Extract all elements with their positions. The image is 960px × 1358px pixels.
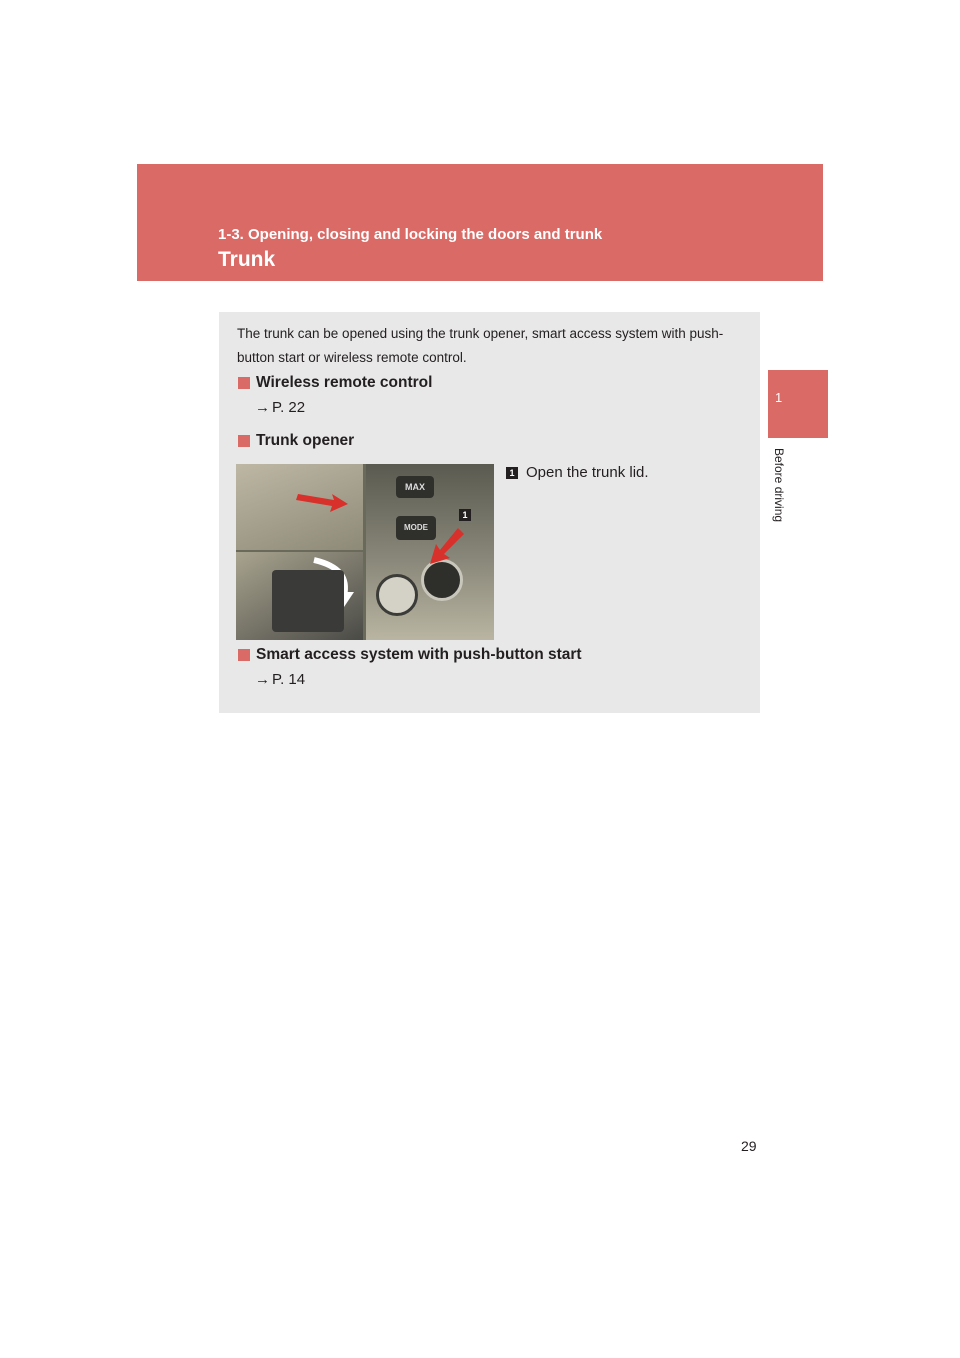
red-arrow-down-icon [426,526,466,566]
heading-smart-access [238,646,582,664]
trunk-opener-illustration [236,464,494,640]
reference-wireless-remote-page: P. 22 [272,399,306,416]
chapter-tab [768,370,828,438]
content-box [219,312,760,713]
step-1-text: Open the trunk lid. [526,464,649,481]
header-band [137,164,823,281]
step-1 [506,464,649,481]
arrow-right-icon: → [255,671,270,688]
reference-wireless-remote[interactable] [255,399,305,416]
chapter-label: Before driving [772,448,786,523]
console-photo [366,464,494,640]
heading-wireless-remote-label: Wireless remote control [256,374,433,391]
dashboard-photo-upper-left [236,464,363,550]
page-number: 29 [741,1138,757,1154]
square-bullet-icon [238,435,250,447]
fuel-door-opener-icon [376,574,418,616]
heading-wireless-remote [238,374,432,392]
reference-smart-access-page: P. 14 [272,671,306,688]
callout-number-badge: 1 [459,509,471,521]
square-bullet-icon [238,649,250,661]
arrow-right-icon: → [255,399,270,416]
max-button: MAX [396,476,434,498]
heading-trunk-opener-label: Trunk opener [256,432,355,449]
reference-smart-access[interactable] [255,671,305,688]
square-bullet-icon [238,377,250,389]
mode-button: MODE [396,516,436,540]
red-arrow-icon [236,464,363,550]
white-arrow-icon [236,552,363,640]
heading-smart-access-label: Smart access system with push-button start [256,646,582,663]
intro-text: The trunk can be opened using the trunk opener, smart access system with push-button start or wireless remote control. [237,326,724,365]
heading-trunk-opener [238,432,354,450]
section-title: 1-3. Opening, closing and locking the doors and trunk [218,226,603,243]
dashboard-photo-lower-left [236,552,363,640]
step-number-badge: 1 [506,467,518,479]
page-heading: Trunk [218,248,276,271]
chapter-number: 1 [775,390,783,405]
